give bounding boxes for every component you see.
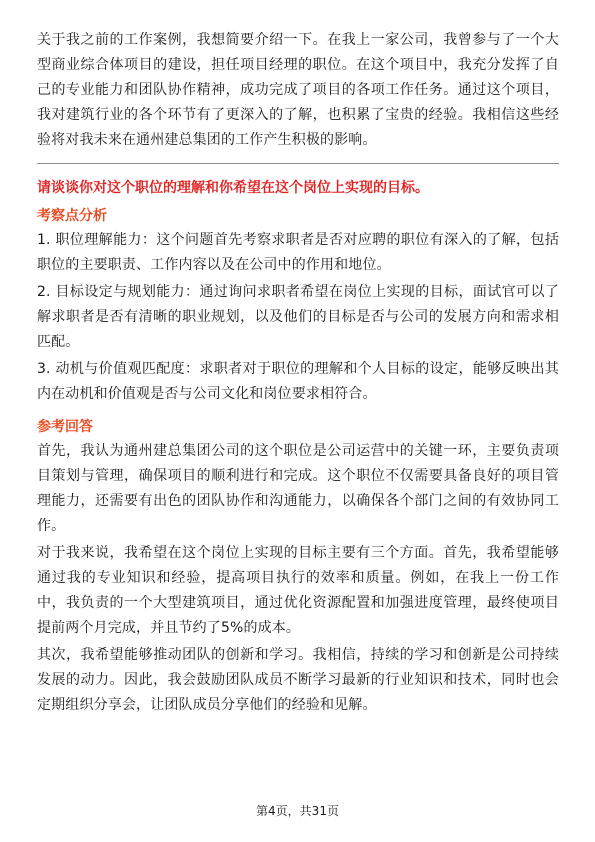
section-divider — [37, 163, 559, 164]
analysis-item: 2. 目标设定与规划能力：通过询问求职者希望在岗位上实现的目标，面试官可以了解求职者是否有清晰的职业规划，以及他们的目标是否与公司的发展方向和需求相匹配。 — [37, 284, 559, 350]
intro-paragraph: 关于我之前的工作案例，我想简要介绍一下。在我上一家公司，我曾参与了一个大型商业综合体项目的建设，担任项目经理的职位。在这个项目中，我充分发挥了自己的专业能力和团队协作精神，成功完成了项目的各项工作任务。通过这个项目，我对建筑行业的各个环节有了更深入的了解，也积累了宝贵的经验。我相信这些经验将对我未来在通州建总集团的工作产生积极的影响。 — [37, 32, 559, 148]
analysis-item: 3. 动机与价值观匹配度：求职者对于职位的理解和个人目标的设定，能够反映出其内在动机和价值观是否与公司文化和岗位要求相符合。 — [37, 361, 559, 402]
reference-heading: 参考回答 — [37, 419, 93, 435]
reference-paragraph: 首先，我认为通州建总集团公司的这个职位是公司运营中的关键一环，主要负责项目策划与管理，确保项目的顺利进行和完成。这个职位不仅需要具备良好的项目管理能力，还需要有出色的团队协作和沟通能力，以确保各个部门之间的有效协同工作。 — [37, 443, 559, 534]
page-number: 第4页，共31页 — [256, 804, 339, 818]
analysis-item: 1. 职位理解能力：这个问题首先考察求职者是否对应聘的职位有深入的了解，包括职位的主要职责、工作内容以及在公司中的作用和地位。 — [37, 232, 559, 273]
document-page — [37, 28, 559, 718]
interview-question: 请谈谈你对这个职位的理解和你希望在这个岗位上实现的目标。 — [37, 180, 429, 196]
analysis-heading: 考察点分析 — [37, 208, 107, 224]
reference-paragraph: 其次，我希望能够推动团队的创新和学习。我相信，持续的学习和创新是公司持续发展的动力。因此，我会鼓励团队成员不断学习最新的行业知识和技术，同时也会定期组织分享会，让团队成员分享他们的经验和见解。 — [37, 647, 559, 713]
reference-paragraph: 对于我来说，我希望在这个岗位上实现的目标主要有三个方面。首先，我希望能够通过我的专业知识和经验，提高项目执行的效率和质量。例如，在我上一份工作中，我负责的一个大型建筑项目，通过优化资源配置和加强进度管理，最终使项目提前两个月完成，并且节约了5%的成本。 — [37, 545, 559, 636]
